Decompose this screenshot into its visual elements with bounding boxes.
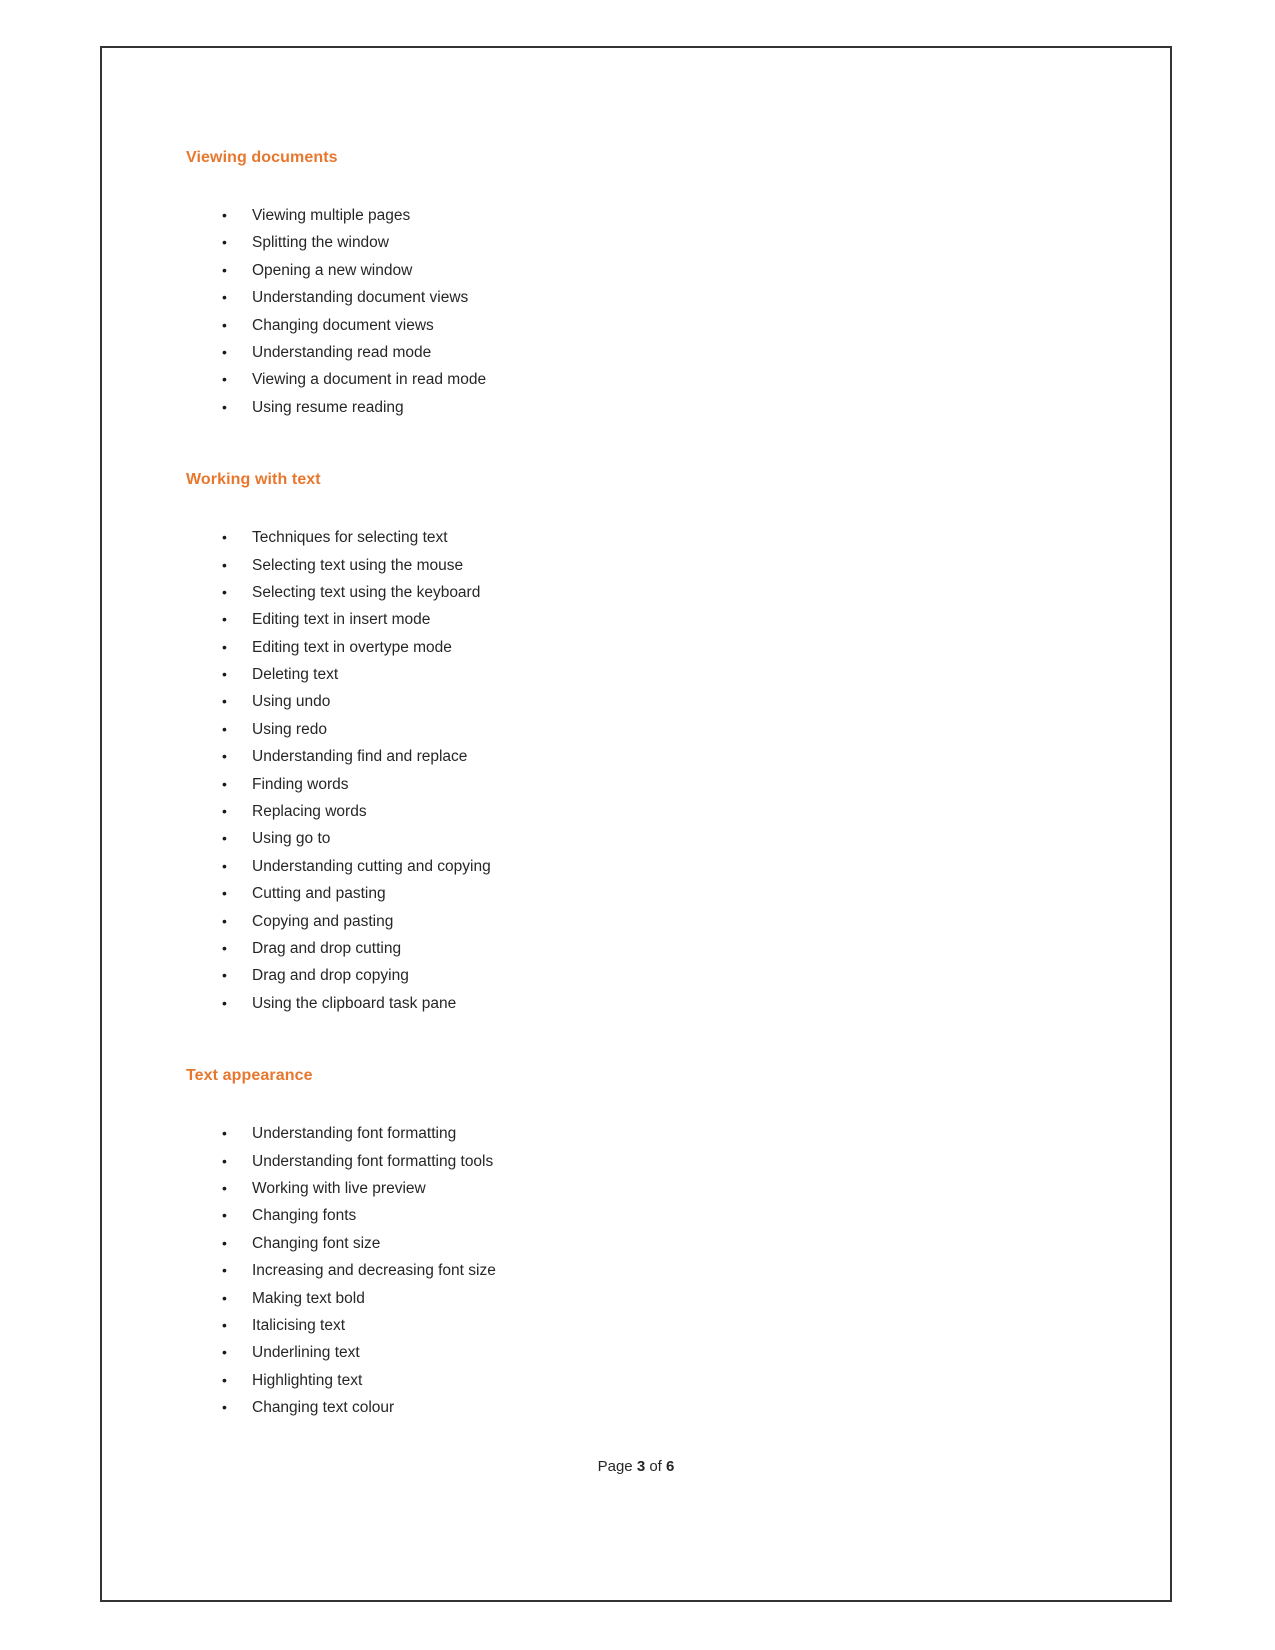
bullet-icon: • bbox=[222, 261, 227, 278]
bullet-icon: • bbox=[222, 1125, 227, 1142]
bullet-icon: • bbox=[222, 775, 227, 792]
list-item bbox=[186, 1257, 1130, 1284]
list-item-text: Editing text in overtype mode bbox=[252, 638, 452, 656]
bullet-icon: • bbox=[222, 1179, 227, 1196]
bullet-icon: • bbox=[222, 994, 227, 1011]
list-item-text: Replacing words bbox=[252, 803, 367, 821]
list-item-text: Using undo bbox=[252, 693, 331, 711]
bullet-icon: • bbox=[222, 1344, 227, 1361]
section bbox=[186, 469, 1130, 1017]
bullet-icon: • bbox=[222, 830, 227, 847]
list-item-text: Drag and drop cutting bbox=[252, 939, 402, 957]
list-item-text: Viewing multiple pages bbox=[252, 207, 411, 224]
list-item-text: Using resume reading bbox=[252, 398, 404, 416]
list-item-text: Understanding read mode bbox=[252, 343, 432, 361]
bullet-icon: • bbox=[222, 1371, 227, 1388]
bullet-icon: • bbox=[222, 1399, 227, 1416]
list-item-text: Understanding font formatting bbox=[252, 1125, 457, 1143]
list-item bbox=[186, 1339, 1130, 1366]
list-item bbox=[186, 688, 1130, 715]
bullet-icon: • bbox=[222, 343, 227, 360]
footer-total-pages: 6 bbox=[666, 1458, 675, 1475]
bullet-icon: • bbox=[222, 1289, 227, 1306]
list-item bbox=[186, 524, 1130, 551]
list-item bbox=[186, 394, 1130, 421]
list-item-text: Understanding cutting and copying bbox=[252, 857, 491, 875]
list-item bbox=[186, 908, 1130, 935]
list-item-text: Selecting text using the keyboard bbox=[252, 583, 481, 601]
bullet-icon: • bbox=[222, 556, 227, 573]
list-item bbox=[186, 743, 1130, 770]
list-item-text: Underlining text bbox=[252, 1344, 360, 1362]
list-item-text: Splitting the window bbox=[252, 234, 389, 252]
list-item-text: Cutting and pasting bbox=[252, 885, 386, 903]
bullet-icon: • bbox=[222, 803, 227, 820]
bullet-icon: • bbox=[222, 1316, 227, 1333]
bullet-icon: • bbox=[222, 885, 227, 902]
list-item-text: Using go to bbox=[252, 830, 331, 848]
footer-page-label: Page bbox=[597, 1458, 633, 1475]
list-item bbox=[186, 935, 1130, 962]
list-item-text: Changing fonts bbox=[252, 1207, 357, 1225]
bullet-icon: • bbox=[222, 398, 227, 415]
list-item bbox=[186, 798, 1130, 825]
list-item-text: Changing document views bbox=[252, 316, 434, 334]
bullet-icon: • bbox=[222, 1234, 227, 1251]
bullet-icon: • bbox=[222, 1262, 227, 1279]
list-item bbox=[186, 1394, 1130, 1421]
list-item bbox=[186, 1285, 1130, 1312]
bullet-list bbox=[186, 1120, 1130, 1421]
list-item bbox=[186, 716, 1130, 743]
list-item bbox=[186, 257, 1130, 284]
list-item bbox=[186, 1367, 1130, 1394]
list-item-text: Selecting text using the mouse bbox=[252, 556, 464, 574]
bullet-icon: • bbox=[222, 857, 227, 874]
list-item bbox=[186, 1120, 1130, 1147]
bullet-icon: • bbox=[222, 748, 227, 765]
list-item bbox=[186, 661, 1130, 688]
sections-container bbox=[186, 147, 1130, 1421]
list-item-text: Editing text in insert mode bbox=[252, 611, 431, 629]
list-item bbox=[186, 1148, 1130, 1175]
list-item bbox=[186, 366, 1130, 393]
list-item-text: Opening a new window bbox=[252, 261, 413, 279]
list-item-text: Changing font size bbox=[252, 1234, 381, 1252]
section-heading: Text appearance bbox=[186, 1067, 313, 1085]
bullet-list bbox=[186, 524, 1130, 1017]
list-item bbox=[186, 606, 1130, 633]
list-item-text: Copying and pasting bbox=[252, 912, 394, 930]
bullet-icon: • bbox=[222, 234, 227, 251]
list-item bbox=[186, 202, 1130, 229]
bullet-icon: • bbox=[222, 529, 227, 546]
list-item bbox=[186, 1230, 1130, 1257]
page-footer bbox=[102, 1457, 1170, 1477]
section bbox=[186, 147, 1130, 421]
page-border bbox=[100, 46, 1172, 1602]
list-item bbox=[186, 229, 1130, 256]
bullet-icon: • bbox=[222, 1152, 227, 1169]
list-item bbox=[186, 1202, 1130, 1229]
list-item-text: Using redo bbox=[252, 720, 327, 738]
bullet-icon: • bbox=[222, 1207, 227, 1224]
bullet-icon: • bbox=[222, 207, 227, 223]
list-item bbox=[186, 1312, 1130, 1339]
section-heading: Viewing documents bbox=[186, 149, 338, 166]
bullet-list bbox=[186, 202, 1130, 421]
list-item-text: Italicising text bbox=[252, 1316, 346, 1334]
list-item-text: Highlighting text bbox=[252, 1371, 363, 1389]
list-item-text: Understanding document views bbox=[252, 289, 469, 307]
bullet-icon: • bbox=[222, 939, 227, 956]
list-item bbox=[186, 825, 1130, 852]
bullet-icon: • bbox=[222, 693, 227, 710]
bullet-icon: • bbox=[222, 666, 227, 683]
list-item-text: Changing text colour bbox=[252, 1399, 395, 1417]
page-content bbox=[102, 48, 1170, 1469]
bullet-icon: • bbox=[222, 371, 227, 388]
list-item bbox=[186, 853, 1130, 880]
list-item bbox=[186, 284, 1130, 311]
list-item bbox=[186, 990, 1130, 1017]
list-item-text: Making text bold bbox=[252, 1289, 365, 1307]
footer-current-page: 3 bbox=[636, 1458, 646, 1475]
list-item-text: Viewing a document in read mode bbox=[252, 371, 487, 389]
list-item-text: Understanding font formatting tools bbox=[252, 1152, 494, 1170]
bullet-icon: • bbox=[222, 611, 227, 628]
list-item-text: Techniques for selecting text bbox=[252, 529, 448, 547]
list-item-text: Using the clipboard task pane bbox=[252, 994, 457, 1012]
list-item bbox=[186, 880, 1130, 907]
list-item-text: Understanding find and replace bbox=[252, 748, 468, 766]
bullet-icon: • bbox=[222, 583, 227, 600]
list-item-text: Drag and drop copying bbox=[252, 967, 409, 985]
bullet-icon: • bbox=[222, 912, 227, 929]
list-item-text: Finding words bbox=[252, 775, 349, 793]
list-item-text: Increasing and decreasing font size bbox=[252, 1262, 496, 1280]
list-item bbox=[186, 1175, 1130, 1202]
list-item bbox=[186, 339, 1130, 366]
list-item bbox=[186, 312, 1130, 339]
list-item-text: Working with live preview bbox=[252, 1179, 426, 1197]
bullet-icon: • bbox=[222, 316, 227, 333]
list-item bbox=[186, 962, 1130, 989]
list-item bbox=[186, 771, 1130, 798]
list-item-text: Deleting text bbox=[252, 666, 339, 684]
bullet-icon: • bbox=[222, 638, 227, 655]
footer-of-label: of bbox=[649, 1458, 662, 1475]
list-item bbox=[186, 579, 1130, 606]
bullet-icon: • bbox=[222, 720, 227, 737]
list-item bbox=[186, 634, 1130, 661]
bullet-icon: • bbox=[222, 289, 227, 306]
section bbox=[186, 1065, 1130, 1421]
bullet-icon: • bbox=[222, 967, 227, 984]
list-item bbox=[186, 552, 1130, 579]
section-heading: Working with text bbox=[186, 471, 321, 489]
